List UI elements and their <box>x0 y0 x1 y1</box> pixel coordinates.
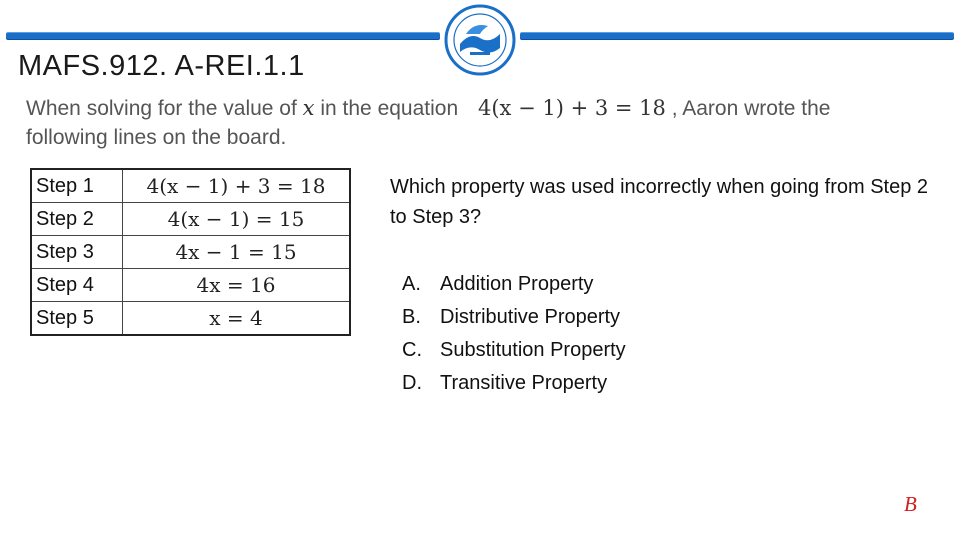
step-label: Step 4 <box>31 269 123 302</box>
option-text: Substitution Property <box>440 339 626 361</box>
option-text: Transitive Property <box>440 372 608 394</box>
step-label: Step 3 <box>31 236 123 269</box>
step-label: Step 1 <box>31 169 123 203</box>
option-text: Distributive Property <box>440 306 621 328</box>
option-letter: C. <box>402 339 422 361</box>
question-variable: x <box>302 96 315 120</box>
option-b[interactable] <box>402 301 626 334</box>
table-row <box>31 269 350 302</box>
header-bar-left <box>6 33 440 39</box>
table-row <box>31 169 350 203</box>
step-equation: 4x = 16 <box>123 269 351 302</box>
question-text-start: When solving for the value of <box>26 97 297 120</box>
step-equation: 4x − 1 = 15 <box>123 236 351 269</box>
question-text-end: , Aaron wrote the <box>671 97 831 120</box>
step-label: Step 2 <box>31 203 123 236</box>
question-equation: 4(x − 1) + 3 = 18 <box>478 96 666 120</box>
question-text <box>26 94 926 152</box>
standard-title: MAFS.912. A-REI.1.1 <box>18 50 305 82</box>
table-row <box>31 302 350 336</box>
step-equation: x = 4 <box>123 302 351 336</box>
answer-options <box>402 268 626 400</box>
question-prompt: Which property was used incorrectly when going from Step 2 to Step 3? <box>390 176 929 228</box>
option-letter: B. <box>402 306 421 328</box>
table-row <box>31 236 350 269</box>
question-text-line2: following lines on the board. <box>26 126 287 149</box>
option-text: Addition Property <box>440 273 594 295</box>
option-a[interactable] <box>402 268 626 301</box>
answer-key: B <box>904 492 917 516</box>
question-text-mid: in the equation <box>320 97 459 120</box>
option-c[interactable] <box>402 334 626 367</box>
step-label: Step 5 <box>31 302 123 336</box>
table-row <box>31 203 350 236</box>
steps-table <box>30 168 351 336</box>
step-equation: 4(x − 1) + 3 = 18 <box>123 169 351 203</box>
header-bar-right <box>520 33 954 39</box>
option-letter: D. <box>402 372 422 394</box>
step-equation: 4(x − 1) = 15 <box>123 203 351 236</box>
option-d[interactable] <box>402 367 626 400</box>
option-letter: A. <box>402 273 421 295</box>
school-district-seal-icon <box>444 4 516 76</box>
